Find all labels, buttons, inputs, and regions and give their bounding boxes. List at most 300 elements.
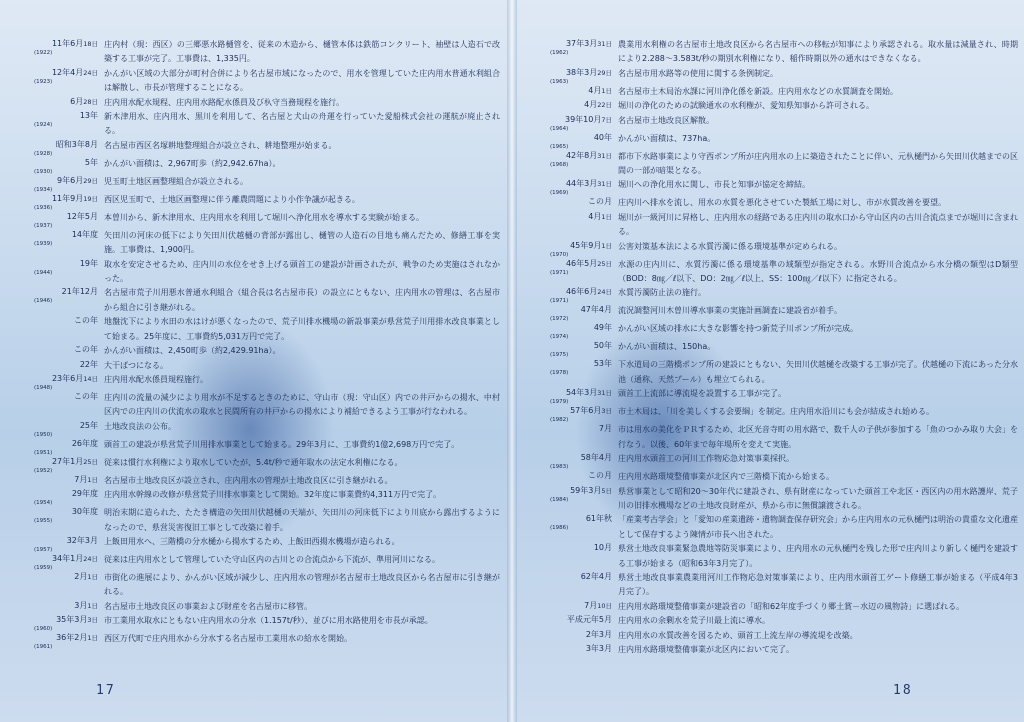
entry-text: 堀川への浄化用水に関し、市長と知事が協定を締結。 [618,180,810,190]
entry-month: 7月 [598,424,612,434]
entry-date-label [6,157,98,169]
entry-month: 37年3月 [565,39,598,48]
entry-text: 庄内用水幹線の改修が県営荒子川排水事業として開始。32年度に事業費約4,311万円で完了。 [104,490,442,500]
entry-text: 庄内用水路環境整備事業が北区内において完了。 [618,644,794,654]
entry-date-label [522,643,612,655]
entry-western-year: (1971) [550,298,569,305]
entry-date-label [522,358,612,370]
entry-text: 名古屋市用水路等の使用に関する条例制定。 [618,68,778,78]
entry-date [522,513,618,531]
entry-date [522,470,618,482]
entry-day: 18日 [83,40,98,48]
entry-date [522,258,618,276]
entry-date-label [522,211,612,223]
entry-text: 庄内用水の水質改善を図るため、頭首工上流左岸の導流堤を改築。 [618,630,858,640]
entry-day: 1日 [601,86,612,95]
entry-date-label [6,315,98,327]
timeline-entry [522,405,1018,423]
timeline-entry [522,387,1018,405]
entry-day: 31日 [597,151,612,160]
entry-month: 23年6月 [51,373,84,383]
entry-date [522,38,618,56]
entry-day: 10日 [597,601,612,610]
entry-text: 名古屋市土地改良区が設立され、庄内用水の管理が土地改良区に引き継がれる。 [104,475,393,485]
entry-text: かんがい面積は、150ha。 [618,342,716,352]
entry-date-label [522,286,612,298]
timeline-entry [522,99,1018,113]
entry-date [6,315,104,327]
entry-western-year: (1962) [550,50,569,56]
entry-text: 従来は庄内用水として管理していた守山区内の古川との合流点から下流が、準用河川になる。 [104,554,440,564]
entry-western-year: (1957) [34,546,53,553]
timeline-entry [6,315,500,344]
entry-western-year: (1946) [34,298,53,305]
entry-western-year: (1950) [34,431,53,438]
entry-month: 3年3月 [585,643,612,653]
entry-western-year: (1974) [550,334,569,341]
entry-date [6,67,104,85]
entry-date-label [6,96,98,108]
timeline-entry [522,150,1018,179]
entry-western-year: (1954) [34,500,53,507]
entry-date-label [6,193,98,205]
entry-date-label [6,632,98,644]
entry-date [6,600,104,612]
entry-month: この月 [588,197,612,207]
entry-date-label [6,67,98,79]
entry-month: 59年3月 [570,485,602,495]
timeline-entry [6,420,500,438]
timeline-entry [6,474,500,488]
entry-text: 下水道局の三階橋ポンプ所の建設にともない、矢田川伏越樋を改築する工事が完了。伏越樋の下流にあった分水池（通称、天然プール）も埋立てられる。 [618,360,1018,384]
entry-date [6,553,104,571]
entry-text: 新木津用水、庄内用水、黒川を利用して、名古屋と犬山の舟運を行っていた愛船株式会社の運航が廃止される。 [104,112,500,136]
entry-day: 19日 [83,194,98,203]
entry-date [522,643,618,655]
entry-month: 34年1月 [51,553,84,563]
entry-date [522,304,618,322]
entry-month: 4月 [588,211,602,221]
entry-text: 庄内川の流量の減少により用水が不足するときのために、守山市（現：守山区）内での井戸からの揚水、中村区内での庄内川の伏流水の取水と民間所有の井戸からの揚水により補給できるよう工事が行なわれる。 [104,392,500,417]
timeline-entry [522,322,1018,340]
entry-text: 市は用水の美化をＰＲするため、北区光音寺町の用水路で、数千人の子供が参加する「魚のつかみ取り大会」を行なう。以後、60年まで毎年場所を変えて実施。 [618,425,1018,449]
timeline-entry [6,67,500,96]
entry-date [6,38,104,56]
entry-month: 46年6月 [565,287,598,297]
timeline-entry [6,614,500,632]
entry-text: 土地改良法の公布。 [104,421,176,431]
timeline-entry [522,304,1018,322]
entry-month: 38年3月 [565,67,598,77]
entry-month: 10月 [593,543,612,553]
entry-date-label [6,456,98,468]
entry-date-label [6,506,98,518]
entry-date [522,178,618,196]
entry-date-label [522,38,612,50]
entry-western-year: (1936) [34,204,53,211]
entry-date-label [522,340,612,352]
entry-day: 5日 [601,486,612,495]
page-number-left: 17 [96,683,116,698]
entry-month: 30年度 [71,507,98,517]
timeline-entry [6,110,500,139]
entry-text: 都市下水路事業により守西ポンプ所が庄内用水の上に築造されたことに伴い、元杁樋門から矢田川伏越までの区間の一部が暗渠となる。 [618,151,1018,176]
timeline-entry [6,286,500,315]
entry-day: 24日 [83,68,98,77]
timeline-entry [6,391,500,420]
entry-date [522,629,618,641]
entry-day: 31日 [597,389,612,398]
entry-text: かんがい面積は、2,450町歩（約2,429.91ha）。 [104,346,281,356]
entry-month: 19年 [79,258,98,268]
entry-text: 庄内用水配水係員規程施行。 [104,374,208,384]
entry-month: この年 [74,391,98,401]
book-spine [507,0,517,722]
entry-day: 28日 [83,97,98,106]
entry-month: 14年度 [71,229,98,239]
entry-western-year: (1924) [34,122,53,129]
entry-date [6,344,104,356]
entry-date-label [6,420,98,432]
entry-text: 取水を安定させるため、庄内川の水位をせき上げる頭首工の建設が計画されたが、戦争のため実施はされなかった。 [104,259,500,284]
entry-date-label [522,240,612,252]
entry-text: 堀川が一級河川に昇格し、庄内用水の経路である庄内川の取水口から守山区内の古川合流点までが堀川に含まれる。 [618,212,1018,237]
entry-month: 11年6月 [51,39,84,48]
entry-western-year: (1959) [34,564,53,571]
timeline-entry [6,488,500,506]
right-page [522,38,1018,657]
entry-text: 児玉町土地区画整理組合が設立される。 [104,176,248,186]
entry-date [522,322,618,340]
entry-western-year: (1923) [34,78,53,85]
entry-date [6,373,104,391]
entry-month: 62年4月 [580,571,612,581]
timeline-entry [6,344,500,358]
entry-date [6,157,104,175]
entry-date-label [522,150,612,162]
entry-western-year: (1979) [550,399,569,406]
entry-date [522,99,618,111]
entry-western-year: (1971) [550,269,569,276]
entry-month: 54年3月 [565,388,598,398]
entry-date [522,85,618,97]
timeline-entry [522,132,1018,150]
entry-month: この年 [74,316,98,326]
entry-date-label [522,258,612,270]
entry-date [522,542,618,554]
entry-month: 13年 [79,111,98,121]
entry-month: 9年6月 [57,175,84,185]
timeline-entry [6,175,500,193]
entry-month: 44年3月 [565,179,598,189]
entry-date-label [6,211,98,223]
entry-western-year: (1969) [550,190,569,197]
entry-date [6,258,104,276]
entry-date [522,67,618,85]
timeline-entry [6,193,500,211]
entry-western-year: (1965) [550,143,569,150]
entry-text: 庄内用水路環境整備事業が北区内で三階橋下流から始まる。 [618,472,834,482]
entry-date-label [6,38,98,50]
entry-day: 1日 [87,634,98,643]
entry-western-year: (1955) [34,518,53,525]
entry-western-year: (1982) [550,417,569,424]
entry-day: 3日 [601,407,612,416]
entry-date [6,506,104,524]
entry-text: 上飯田用水へ、三階橋の分水樋から揚水するため、上飯田西揚水機場が造られる。 [104,536,400,546]
entry-text: 県営土地改良事業緊急農地等防災事業により、庄内用水の元杁樋門を残した形で庄内川より新しく樋門を建設する工事が始まる（昭和63年3月完了）。 [618,544,1018,568]
timeline-entry [522,211,1018,240]
entry-date-label [6,614,98,626]
entry-date [6,193,104,211]
entry-date [522,196,618,208]
entry-text: 名古屋市西区名塚耕地整理組合が設立され、耕地整理が始まる。 [104,140,337,150]
entry-month: 25年 [79,420,98,430]
entry-month: 32年3月 [66,535,98,545]
entry-date-label [6,175,98,187]
entry-western-year: (1972) [550,316,569,323]
entry-month: 58年4月 [580,453,612,463]
entry-text: 大干ばつになる。 [104,360,168,370]
timeline-entry [6,600,500,614]
entry-date-label [522,67,612,79]
entry-western-year: (1970) [550,251,569,258]
entry-western-year: (1975) [550,352,569,359]
timeline-entry [522,196,1018,210]
entry-month: 22年 [79,359,98,369]
timeline-entry [6,38,500,67]
entry-date [522,423,618,435]
entry-month: 45年9月 [570,240,602,250]
entry-text: 庄内川へ排水を流し、用水の水質を悪化させていた製紙工場に対し、市が水質改善を要望。 [618,198,946,208]
entry-date-label [6,438,98,450]
entry-date [522,405,618,423]
entry-western-year: (1937) [34,222,53,229]
entry-date-label [6,553,98,565]
entry-day: 25日 [597,259,612,268]
timeline-entry [522,423,1018,452]
entry-text: 庄内用水配水規程、庄内用水路配水係員及び杁守当務規程を施行。 [104,97,344,107]
entry-month: 39年10月 [565,114,602,124]
entry-text: 明治末期に造られた、たたき構造の矢田川伏越樋の天端が、矢田川の河床低下により川底から露出するようになったので、県営災害復旧工事として改築に着手。 [104,508,500,532]
entry-date-label [6,474,98,486]
entry-date [522,150,618,168]
entry-date-label [522,387,612,399]
entry-text: 庄内村（現：西区）の三郷悪水路樋管を、従来の木造から、樋管本体は鉄筋コンクリート、袖壁は人造石で改築する工事が完了。工事費は、1,335円。 [104,40,500,64]
entry-month: この年 [74,345,98,355]
entry-month: 49年 [593,323,612,333]
entry-date [522,114,618,132]
entry-date [6,175,104,193]
entry-date-label [522,470,612,482]
timeline-entry [522,340,1018,358]
entry-date [522,211,618,223]
entry-date [6,474,104,486]
entry-date [522,614,618,626]
entry-western-year: (1934) [34,186,53,193]
entry-western-year: (1984) [550,496,569,503]
entry-month: 7月 [584,600,598,610]
timeline-entry [6,258,500,287]
entry-month: 5年 [84,157,98,167]
entry-date [6,632,104,650]
timeline-entry [6,211,500,229]
entry-day: 1日 [87,475,98,484]
timeline-entry [522,470,1018,484]
entry-text: 庄内用水頭首工の河川工作物応急対策事業採択。 [618,454,794,464]
entry-date [6,488,104,506]
entry-day: 22日 [597,101,612,110]
timeline-entry [6,373,500,391]
entry-text: 名古屋市荒子川用悪水普通水利組合（組合長は名古屋市長）の設立にともない、庄内用水の管理は、名古屋市から組合に引き継がれる。 [104,288,500,312]
entry-western-year: (1951) [34,449,53,456]
entry-month: 57年6月 [570,406,602,416]
entry-date-label [522,85,612,97]
entry-date-label [6,359,98,371]
entry-text: 庄内用水の余剰水を荒子川最上流に導水。 [618,616,770,626]
timeline-entry [6,157,500,175]
entry-month: 3月 [74,600,88,610]
entry-month: 2月 [74,571,88,581]
entry-western-year: (1986) [550,525,569,532]
timeline-entry [522,38,1018,67]
entry-month: 27年1月 [51,456,84,466]
entry-month: 61年秋 [585,514,612,524]
entry-date [6,286,104,304]
entry-western-year: (1944) [34,269,53,276]
entry-western-year: (1952) [34,467,53,474]
entry-date [522,340,618,358]
entry-date [6,571,104,583]
entry-day: 31日 [597,180,612,189]
entry-text: かんがい面積は、737ha。 [618,133,716,143]
entry-text: 水質汚濁防止法の施行。 [618,288,706,298]
entry-date-label [6,110,98,122]
entry-month: 40年 [593,132,612,142]
entry-date-label [522,423,612,435]
entry-date [522,571,618,583]
entry-day: 29日 [83,176,98,185]
entry-date-label [522,629,612,641]
entry-text: かんがい面積は、2,967町歩（約2,942.67ha）。 [104,158,281,168]
entry-month: 53年 [593,359,612,369]
entry-text: 市街化の進展により、かんがい区域が減少し、庄内用水の管理が名古屋市土地改良区から名古屋市に引き継がれる。 [104,572,500,597]
entry-western-year: (1928) [34,150,53,157]
entry-date [522,485,618,503]
timeline-entry [6,456,500,474]
entry-western-year: (1922) [34,50,53,56]
entry-date [6,420,104,438]
entry-date-label [522,178,612,190]
entry-day: 31日 [597,40,612,48]
entry-text: 本曽川から、新木津用水、庄内用水を利用して堀川へ浄化用水を導水する実験が始まる。 [104,212,424,222]
entry-date [522,600,618,612]
entry-text: 名古屋市土地改良区解散。 [618,115,714,125]
timeline-entry [6,535,500,553]
entry-date-label [6,488,98,500]
timeline-entry [522,485,1018,514]
entry-day: 3日 [87,616,98,625]
entry-text: 矢田川の河床の低下により矢田川伏越樋の背部が露出し、樋管の人造石の目地も痛んだため、修繕工事を実施。工事費は、1,900円。 [104,230,500,255]
entry-day: 25日 [83,457,98,466]
entry-month: 4月 [588,85,602,95]
entry-month: 36年2月 [56,633,88,643]
entry-date-label [522,542,612,554]
timeline-entry [6,96,500,110]
entry-date-label [522,99,612,111]
timeline-entry [522,600,1018,614]
entry-western-year: (1960) [34,626,53,633]
timeline-entry [522,358,1018,387]
timeline-entry [6,553,500,571]
timeline-entry [522,114,1018,132]
entry-date-label [522,600,612,612]
entry-text: 県営土地改良事業農業用河川工作物応急対策事業により、庄内用水頭首工ゲート修繕工事が始まる（平成4年3月完了）。 [618,572,1018,597]
entry-text: かんがい区域の排水に大きな影響を持つ新荒子川ポンプ所が完成。 [618,324,858,334]
entry-text: 名古屋市土地改良区の事業および財産を名古屋市に移管。 [104,601,312,611]
left-page [6,38,500,650]
entry-text: 公害対策基本法による水質汚濁に係る環境基準が定められる。 [618,241,842,251]
entry-date-label [522,452,612,464]
entry-date [522,132,618,150]
entry-western-year: (1964) [550,125,569,132]
entry-day: 1日 [601,241,612,250]
entry-date-label [522,571,612,583]
timeline-entry [522,614,1018,628]
entry-text: 「産業考古学会」と「愛知の産業遺跡・遺物調査保存研究会」から庄内用水の元杁樋門は明治の貴重な文化遺産として保存するよう陳情が市長へ出された。 [618,515,1018,539]
entry-text: 頭首工上流部に導流堤を設置する工事が完了。 [618,389,786,399]
entry-date [6,456,104,474]
entry-month: 2年3月 [585,629,612,639]
entry-western-year: (1930) [34,168,53,175]
entry-date [6,535,104,553]
timeline-entry [522,178,1018,196]
entry-day: 1日 [87,601,98,610]
timeline-entry [522,67,1018,85]
entry-date-label [522,132,612,144]
entry-text: かんがい区域の大部分が町村合併により名古屋市域になったので、用水を管理していた庄内用水普通水利組合は解散し、市長が管理することになる。 [104,68,500,93]
entry-date-label [6,258,98,270]
entry-western-year: (1961) [34,644,53,651]
timeline-entry [6,506,500,535]
entry-text: 従来は慣行水利権により取水していたが、5.4t/秒で通年取水の法定水利権になる。 [104,457,403,467]
entry-month: 平成元年5月 [566,615,612,625]
entry-date [522,240,618,258]
entry-date [6,438,104,456]
entry-date [6,391,104,403]
entry-month: 42年8月 [565,150,598,160]
entry-month: 昭和3年8月 [55,139,98,149]
entry-date [522,358,618,376]
entry-month: 7月 [74,474,88,484]
timeline-entry [6,632,500,650]
entry-date-label [522,114,612,126]
entry-date [6,96,104,108]
entry-date [522,387,618,405]
entry-month: 46年5月 [565,258,598,268]
entry-date-label [522,513,612,525]
timeline-entry [522,513,1018,542]
entry-text: 頭首工の建設が県営荒子川用排水事業として始まる。29年3月に、工事費約1億2,698万円で完了。 [104,439,460,449]
entry-date [6,211,104,229]
entry-date-label [6,373,98,385]
entry-western-year: (1963) [550,78,569,85]
entry-month: 50年 [593,341,612,351]
entry-date-label [522,405,612,417]
timeline-entry [522,452,1018,470]
timeline-entry [522,629,1018,643]
entry-day: 7日 [601,115,612,124]
